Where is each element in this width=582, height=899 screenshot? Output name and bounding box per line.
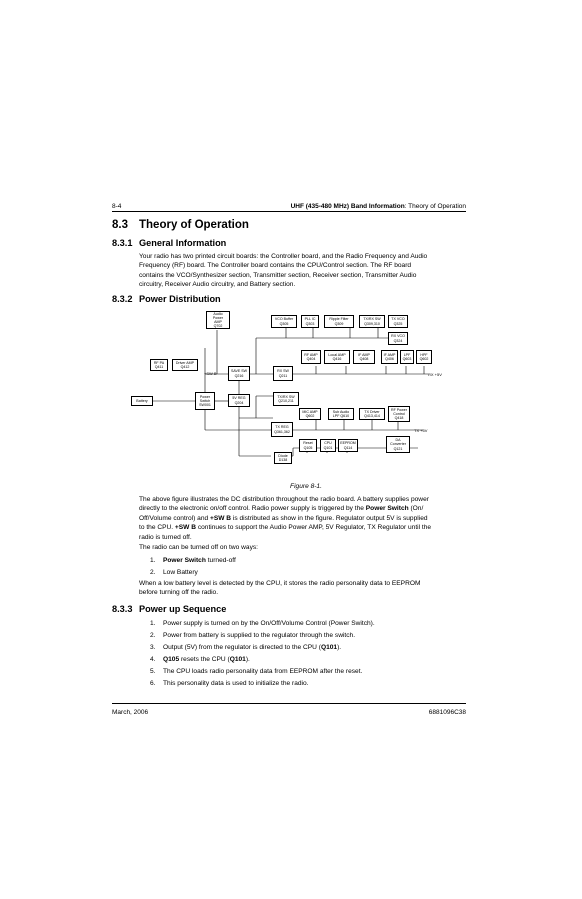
section-title-8-3-1: General Information — [139, 238, 227, 248]
power-distribution-diagram — [128, 308, 442, 476]
step-number: 6. — [150, 680, 156, 687]
block-battery: Battery — [131, 396, 153, 406]
block-sub-audio-lpf: Sub Audio LPF Q610 — [328, 408, 354, 420]
block-rx-sw: RX SW Q211 — [273, 366, 293, 381]
paragraph-line: The above figure illustrates the DC distribution throughout the radio board. A battery supplies power — [139, 496, 429, 503]
block-diode: Diode D138 — [274, 452, 292, 464]
paragraph-line: directly to the electronic on/off control. Radio power supply is triggered by the Power Switch (On/ — [139, 505, 424, 513]
block-hpf: HPF Q602 — [416, 350, 432, 364]
block-tx-driver: TX Driver Q413,414 — [359, 408, 385, 420]
label-rx5v: RX +5V — [428, 372, 442, 377]
running-header-rest: : Theory of Operation — [404, 203, 466, 210]
paragraph-line: radio is turned off. — [139, 533, 192, 541]
page-number: 8-4 — [112, 203, 122, 210]
paragraph-line: to the CPU. +SW B continues to support the Audio Power AMP, 5V Regulator, TX Regulator until the — [139, 524, 432, 532]
footer-doc-number: 6881096C38 — [428, 709, 466, 716]
paragraph-line: When a low battery level is detected by the CPU, it stores the radio personality data to EEPROM — [139, 580, 421, 587]
paragraph-line: circuitry, Receiver Audio circuitry, and Battery section. — [139, 281, 296, 289]
power-distribution-paragraph — [139, 495, 469, 542]
block-rf-power-control: RF Power Control Q418 — [388, 406, 410, 422]
section-number-8-3: 8.3 — [112, 219, 128, 231]
block-rf-amp: RF AMP Q404 — [301, 350, 321, 364]
paragraph-line: Off/Volume control) and +SW B is distributed as show in the figure. Regulator output 5V is supplied — [139, 514, 428, 522]
block-reset: Reset Q105 — [299, 439, 317, 452]
section-title-8-3: Theory of Operation — [139, 219, 249, 231]
block-rf-pa: RF PA Q411 — [150, 359, 168, 371]
step-number: 2. — [150, 632, 156, 639]
section-title-8-3-3: Power up Sequence — [139, 604, 227, 614]
general-info-paragraph — [139, 252, 469, 290]
list-item: Power Switch turned-off — [163, 557, 236, 564]
turn-off-intro: The radio can be turned off on two ways: — [139, 544, 259, 551]
block-save-sw: SAVE SW Q216 — [228, 366, 250, 381]
block-eeprom: EEPROM Q114 — [338, 439, 358, 452]
block-audio-power-amp: Audio Power AMP Q702 — [206, 311, 230, 329]
block-txrx-sw-vco: TX/RX SW Q309,310 — [359, 315, 385, 328]
block-local-amp: Local AMP Q416 — [324, 350, 350, 364]
block-vco-buffer: VCO Buffer Q305 — [271, 315, 297, 328]
block-5v-reg: 5V REG Q204 — [228, 394, 250, 407]
step-text: This personality data is used to initialize the radio. — [163, 680, 309, 687]
step-text: Power from battery is supplied to the regulator through the switch. — [163, 632, 356, 639]
block-tx-reg: TX REG Q361,362 — [271, 422, 293, 437]
block-da-converter: DA Converter Q121 — [386, 436, 410, 453]
step-number: 1. — [150, 620, 156, 627]
block-if-amp-q408: IF AMP Q408 — [353, 350, 375, 364]
paragraph-line: Your radio has two printed circuit boards: the Controller board, and the Radio Frequency and Audio — [139, 253, 428, 260]
block-tx-vco: TX VCO Q325 — [388, 315, 408, 328]
section-title-8-3-2: Power Distribution — [139, 294, 221, 304]
block-lpf: LPF Q603 — [400, 350, 414, 364]
block-mic-amp: MIC AMP Q602 — [299, 408, 321, 420]
block-cpu: CPU Q101 — [320, 439, 336, 452]
low-battery-paragraph — [139, 579, 469, 598]
paragraph-line: Frequency (RF) board. The Controller board contains the CPU/Control section. The RF board — [139, 262, 412, 270]
block-rx-vco: RX VCO Q324 — [388, 332, 408, 345]
block-driver-amp: Driver AMP Q412 — [172, 359, 198, 371]
footer-rule — [112, 703, 466, 704]
paragraph-line: before turning off the radio. — [139, 589, 219, 597]
label-tx5v: TX +5V — [414, 428, 428, 433]
step-number: 3. — [150, 644, 156, 651]
figure-caption: Figure 8-1. — [290, 483, 322, 490]
block-power-switch: Power Switch SW001 — [195, 392, 215, 410]
block-pll-ic: PLL IC Q303 — [301, 315, 319, 328]
label-swb: +SW B — [204, 371, 217, 376]
footer-date: March, 2006 — [112, 709, 149, 716]
step-text: The CPU loads radio personality data from EEPROM after the reset. — [163, 668, 363, 675]
list-item: Low Battery — [163, 569, 198, 576]
step-text: Power supply is turned on by the On/Off/Volume Control (Power Switch). — [163, 620, 375, 627]
block-txrx-sw: TX/RX SW Q210,211 — [273, 392, 299, 406]
section-number-8-3-1: 8.3.1 — [112, 238, 133, 248]
step-text: Q105 resets the CPU (Q101). — [163, 656, 250, 663]
running-header-bold: UHF (435-480 MHz) Band Information — [290, 203, 405, 210]
paragraph-line: contains the VCO/Synthesizer section, Transmitter section, Receiver section, Transmitter Audio — [139, 271, 417, 279]
header-rule — [112, 211, 466, 212]
section-number-8-3-2: 8.3.2 — [112, 294, 133, 304]
block-if-amp-q406: IF AMP Q406 — [381, 350, 398, 364]
list-number: 2. — [150, 569, 156, 576]
step-number: 5. — [150, 668, 156, 675]
step-number: 4. — [150, 656, 156, 663]
step-text: Output (5V) from the regulator is directed to the CPU (Q101). — [163, 644, 342, 651]
block-ripple-filter: Ripple Filter Q309 — [324, 315, 354, 328]
running-header — [291, 203, 466, 210]
section-number-8-3-3: 8.3.3 — [112, 604, 133, 614]
list-number: 1. — [150, 557, 156, 564]
